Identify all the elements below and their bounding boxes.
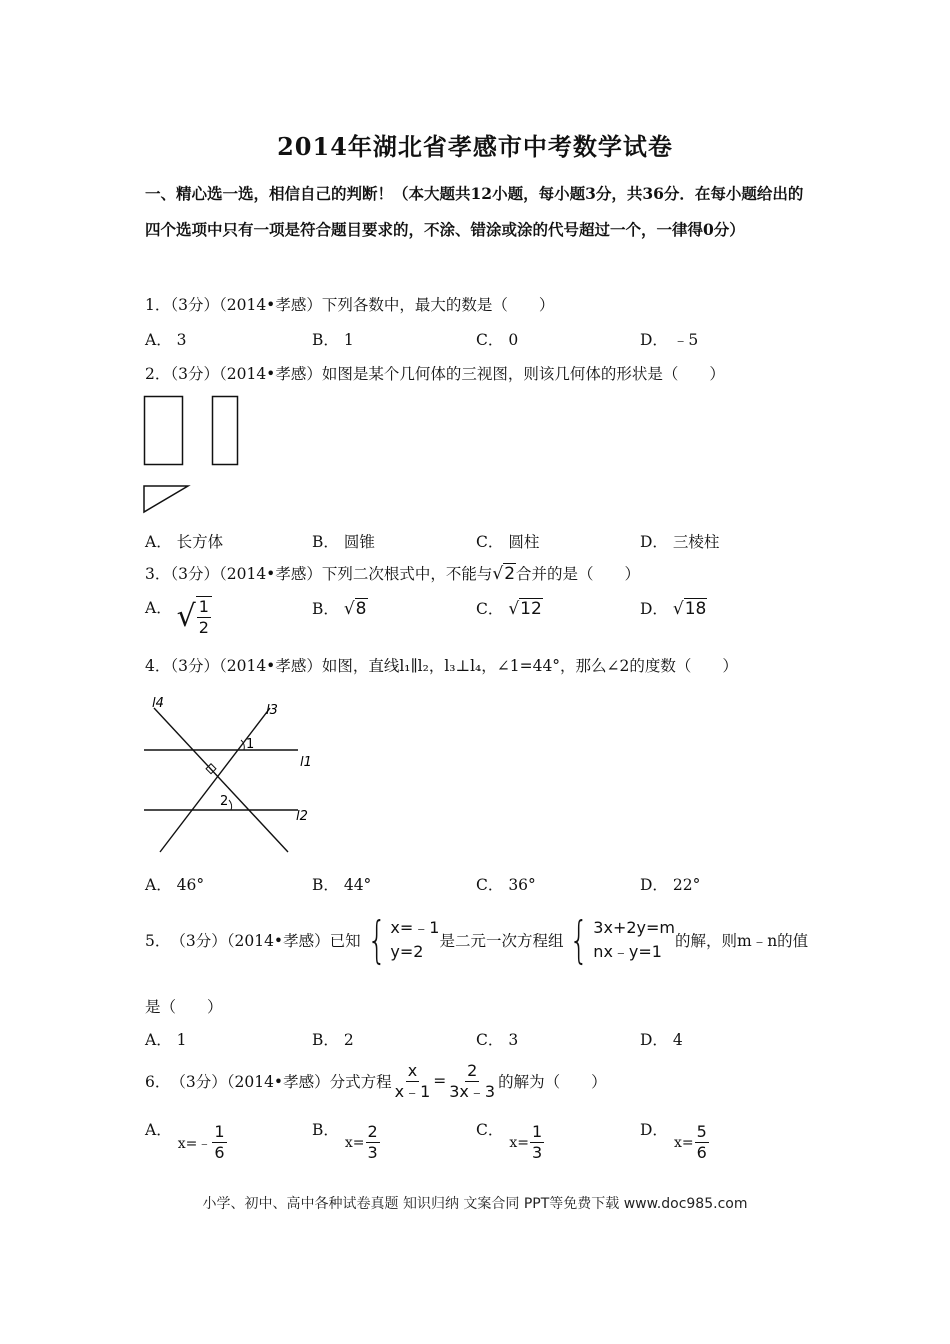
q4-option-d: D． 22° bbox=[640, 876, 701, 894]
q3-option-b: B． √8 bbox=[312, 599, 367, 619]
front-view-rect bbox=[145, 397, 183, 465]
q1-option-d: D． ﹣5 bbox=[640, 331, 699, 349]
fraction-lhs: $\frac{x}{x﹣1}$ bbox=[394, 1060, 431, 1101]
system-equations: { 3x+2y=m nx﹣y=1 bbox=[569, 911, 675, 969]
q1-option-c: C． 0 bbox=[476, 331, 519, 349]
label-angle-1: 1 bbox=[246, 737, 255, 752]
q6-option-c: C． x= $\frac{1}{3}$ bbox=[476, 1121, 543, 1162]
question-5: 5． （3分）（2014•孝感） 已知 { x=﹣1 y=2 是二元一次方程组 { 3x+2y=m nx﹣y=1 的解，则m﹣n的值 bbox=[145, 911, 809, 969]
question-3: 3．（3分）（2014•孝感）下列二次根式中，不能与√2合并的是（ ） bbox=[145, 564, 641, 584]
q1-option-a: A． 3 bbox=[145, 331, 187, 349]
label-l2: l2 bbox=[296, 809, 308, 824]
q4-option-c: C． 36° bbox=[476, 876, 536, 894]
system-solution: { x=﹣1 y=2 bbox=[366, 911, 440, 969]
line-l4 bbox=[154, 708, 288, 852]
label-l4: l4 bbox=[152, 696, 164, 711]
label-l1: l1 bbox=[300, 755, 312, 770]
q2-option-b: B． 圆锥 bbox=[312, 533, 375, 551]
top-view-triangle bbox=[144, 486, 188, 512]
q6-option-a: A． x=﹣ $\frac{1}{6}$ bbox=[145, 1121, 225, 1162]
label-angle-2: 2 bbox=[220, 794, 229, 809]
q3-option-a: A． √ $\frac{1}{2}$ bbox=[145, 596, 212, 638]
q5-option-c: C． 3 bbox=[476, 1031, 519, 1049]
q4-option-b: B． 44° bbox=[312, 876, 372, 894]
parallel-lines-figure bbox=[138, 690, 318, 856]
q3-option-d: D． √18 bbox=[640, 599, 707, 619]
q1-option-b: B． 1 bbox=[312, 331, 354, 349]
question-1: 1．（3分）（2014•孝感）下列各数中，最大的数是（ ） bbox=[145, 296, 555, 314]
label-l3: l3 bbox=[266, 703, 278, 718]
question-6: 6． （3分）（2014•孝感） 分式方程 $\frac{x}{x﹣1}$ = $\frac{2}{3x﹣3}$ 的解为（ ） bbox=[145, 1060, 607, 1101]
side-view-rect bbox=[213, 397, 238, 465]
q5-option-d: D． 4 bbox=[640, 1031, 683, 1049]
q3-option-c: C． √12 bbox=[476, 599, 542, 619]
line-l3 bbox=[160, 708, 270, 852]
question-2: 2．（3分）（2014•孝感）如图是某个几何体的三视图，则该几何体的形状是（ ） bbox=[145, 365, 725, 383]
page-title: 2014年湖北省孝感市中考数学试卷 bbox=[277, 132, 673, 161]
q4-option-a: A． 46° bbox=[145, 876, 205, 894]
q6-option-b: B． x= $\frac{2}{3}$ bbox=[312, 1121, 378, 1162]
q6-option-d: D． x= $\frac{5}{6}$ bbox=[640, 1121, 707, 1162]
page-footer: 小学、初中、高中各种试卷真题 知识归纳 文案合同 PPT等免费下载 www.doc985.com bbox=[202, 1196, 748, 1212]
question-4: 4．（3分）（2014•孝感）如图，直线l₁∥l₂，l₃⊥l₄，∠1=44°，那么∠2的度数（ ） bbox=[145, 657, 738, 675]
fraction-rhs: $\frac{2}{3x﹣3}$ bbox=[449, 1060, 496, 1101]
section-heading: 一、精心选一选，相信自己的判断！（本大题共12小题，每小题3分，共36分．在每小题给出的四个选项中只有一项是符合题目要求的，不涂、错涂或涂的代号超过一个，一律得0分） bbox=[145, 184, 804, 239]
sqrt-expression: √2 bbox=[492, 564, 516, 584]
question-5-cont: 是（ ） bbox=[145, 998, 223, 1016]
q5-option-b: B． 2 bbox=[312, 1031, 354, 1049]
q5-option-a: A． 1 bbox=[145, 1031, 187, 1049]
three-view-figure bbox=[140, 392, 250, 520]
q2-option-d: D． 三棱柱 bbox=[640, 533, 720, 551]
q2-option-a: A． 长方体 bbox=[145, 533, 224, 551]
q2-option-c: C． 圆柱 bbox=[476, 533, 540, 551]
